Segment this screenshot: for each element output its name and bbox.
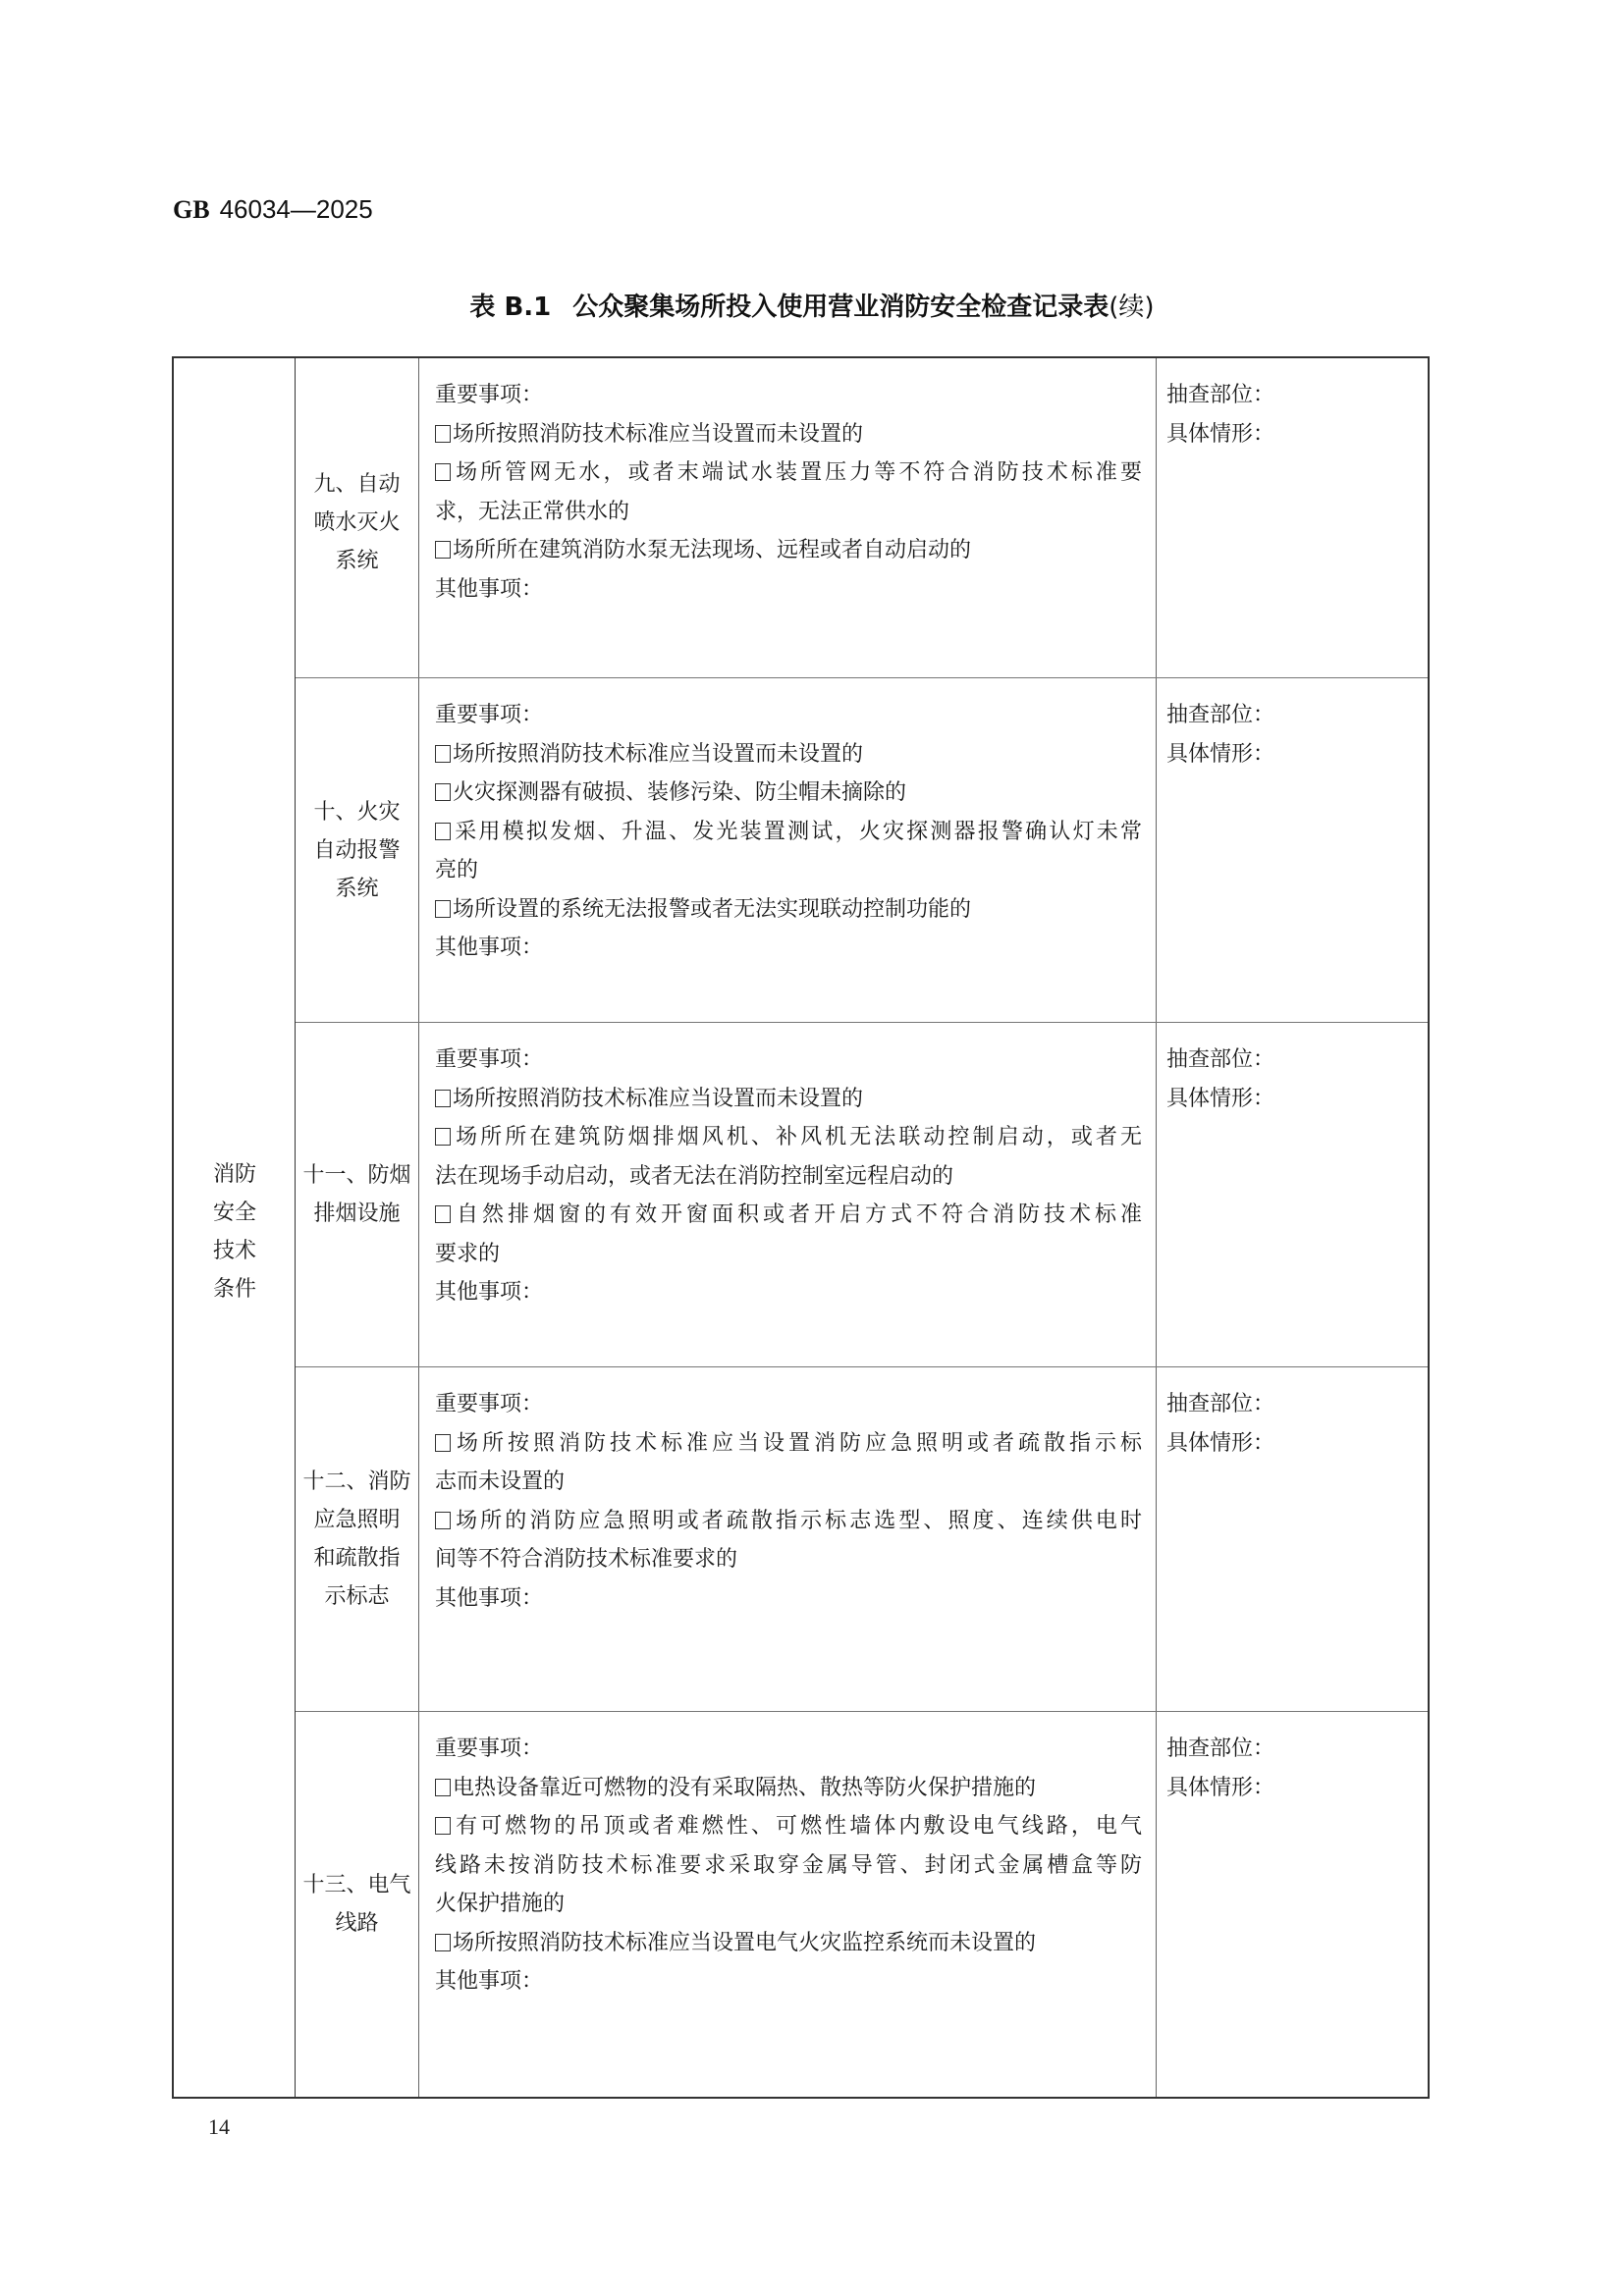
standard-prefix: GB bbox=[173, 195, 210, 224]
check-item-text: 电热设备靠近可燃物的没有采取隔热、散热等防火保护措施的 bbox=[453, 1775, 1037, 1800]
check-item-text: 场所按照消防技术标准应当设置而未设置的 bbox=[453, 741, 864, 767]
category-line: 条件 bbox=[212, 1277, 256, 1302]
check-item-text: 自然排烟窗的有效开窗面积或者开启方式不符合消防技术标准 bbox=[453, 1202, 1142, 1227]
other-label: 其他事项： bbox=[435, 576, 544, 602]
section-fire-alarm-system bbox=[296, 678, 1428, 1023]
section-name-line: 十二、消防 bbox=[302, 1469, 411, 1494]
section-findings bbox=[1157, 358, 1428, 677]
check-item-text: 场所设置的系统无法报警或者无法实现联动控制功能的 bbox=[453, 896, 972, 922]
table-title bbox=[0, 291, 1624, 324]
standard-code bbox=[173, 194, 373, 225]
important-label: 重要事项： bbox=[435, 383, 544, 407]
check-item-continuation: 志而未设置的 bbox=[435, 1469, 566, 1494]
check-item[interactable] bbox=[435, 1502, 1142, 1541]
spot-check-location-label: 抽查部位： bbox=[1166, 1392, 1275, 1416]
section-findings bbox=[1157, 1712, 1428, 2097]
checkbox-icon[interactable] bbox=[435, 1205, 451, 1223]
check-item[interactable] bbox=[435, 774, 1142, 813]
checkbox-icon[interactable] bbox=[435, 463, 451, 481]
check-item-text: 场所的消防应急照明或者疏散指示标志选型、照度、连续供电时 bbox=[453, 1508, 1142, 1533]
section-name-line: 十三、电气 bbox=[302, 1873, 411, 1897]
section-name bbox=[296, 678, 419, 1022]
other-label: 其他事项： bbox=[435, 1280, 544, 1305]
check-item[interactable] bbox=[435, 1080, 1142, 1119]
category-label bbox=[174, 1155, 296, 1308]
inspection-record-table bbox=[172, 356, 1430, 2099]
check-item[interactable] bbox=[435, 813, 1142, 852]
continued-mark: (续) bbox=[1109, 293, 1155, 322]
check-item-text: 场所按照消防技术标准应当设置电气火灾监控系统而未设置的 bbox=[453, 1930, 1037, 1955]
section-emergency-lighting bbox=[296, 1367, 1428, 1712]
section-content bbox=[419, 1367, 1157, 1711]
category-line: 消防 bbox=[212, 1162, 256, 1187]
category-cell bbox=[174, 358, 296, 2097]
section-name bbox=[296, 358, 419, 677]
checkbox-icon[interactable] bbox=[435, 1434, 451, 1452]
check-item-text: 场所按照消防技术标准应当设置消防应急照明或者疏散指示标 bbox=[453, 1430, 1142, 1456]
section-name bbox=[296, 1367, 419, 1711]
page-number: 14 bbox=[208, 2114, 230, 2139]
important-label: 重要事项： bbox=[435, 1047, 544, 1072]
section-name-line: 九、自动 bbox=[313, 472, 401, 497]
section-name-line: 系统 bbox=[335, 876, 379, 901]
section-content bbox=[419, 358, 1157, 677]
checkbox-icon[interactable] bbox=[435, 1779, 451, 1796]
check-item-continuation: 求，无法正常供水的 bbox=[435, 499, 630, 524]
section-name-line: 线路 bbox=[335, 1911, 379, 1936]
check-item-text: 场所按照消防技术标准应当设置而未设置的 bbox=[453, 1086, 864, 1111]
checkbox-icon[interactable] bbox=[435, 1934, 451, 1951]
check-item[interactable] bbox=[435, 735, 1142, 774]
check-item-continuation: 火保护措施的 bbox=[435, 1892, 566, 1916]
section-name bbox=[296, 1712, 419, 2097]
check-item[interactable] bbox=[435, 890, 1142, 930]
section-findings bbox=[1157, 678, 1428, 1022]
section-name bbox=[296, 1023, 419, 1366]
check-item[interactable] bbox=[435, 1118, 1142, 1157]
section-name-line: 示标志 bbox=[324, 1584, 390, 1609]
section-findings bbox=[1157, 1367, 1428, 1711]
category-line: 安全 bbox=[212, 1201, 256, 1225]
check-item-text: 场所所在建筑防烟排烟风机、补风机无法联动控制启动，或者无 bbox=[453, 1125, 1142, 1149]
other-label: 其他事项： bbox=[435, 1969, 544, 1994]
check-item-text: 有可燃物的吊顶或者难燃性、可燃性墙体内敷设电气线路，电气 bbox=[453, 1814, 1142, 1839]
checkbox-icon[interactable] bbox=[435, 745, 451, 763]
check-item-text: 采用模拟发烟、升温、发光装置测试，火灾探测器报警确认灯未常 bbox=[453, 819, 1142, 844]
section-name-line: 应急照明 bbox=[313, 1508, 401, 1532]
standard-number: 46034—2025 bbox=[219, 194, 373, 224]
table-title-text: 公众聚集场所投入使用营业消防安全检查记录表 bbox=[572, 293, 1110, 322]
checkbox-icon[interactable] bbox=[435, 900, 451, 918]
check-item-text: 场所管网无水，或者末端试水装置压力等不符合消防技术标准要 bbox=[453, 460, 1142, 485]
spot-check-location-label: 抽查部位： bbox=[1166, 703, 1275, 727]
section-name-line: 十、火灾 bbox=[313, 799, 401, 825]
check-item[interactable] bbox=[435, 1196, 1142, 1235]
check-item[interactable] bbox=[435, 1924, 1142, 1963]
spot-check-location-label: 抽查部位： bbox=[1166, 1736, 1275, 1761]
checkbox-icon[interactable] bbox=[435, 425, 451, 443]
section-sprinkler-system bbox=[296, 358, 1428, 678]
check-item[interactable] bbox=[435, 1769, 1142, 1808]
section-content bbox=[419, 1712, 1157, 2097]
section-content bbox=[419, 1023, 1157, 1366]
checkbox-icon[interactable] bbox=[435, 823, 451, 840]
check-item[interactable] bbox=[435, 531, 1142, 570]
specific-situation-label: 具体情形： bbox=[1166, 741, 1275, 767]
section-electrical-wiring bbox=[296, 1712, 1428, 2097]
check-item-continuation: 要求的 bbox=[435, 1241, 501, 1266]
category-line: 技术 bbox=[212, 1239, 256, 1263]
checkbox-icon[interactable] bbox=[435, 783, 451, 801]
check-item[interactable] bbox=[435, 1424, 1142, 1464]
section-name-line: 自动报警 bbox=[313, 837, 401, 863]
checkbox-icon[interactable] bbox=[435, 1128, 451, 1146]
section-name-line: 和疏散指 bbox=[313, 1546, 401, 1571]
checkbox-icon[interactable] bbox=[435, 1817, 451, 1835]
important-label: 重要事项： bbox=[435, 703, 544, 727]
section-name-line: 喷水灭火 bbox=[313, 510, 401, 535]
section-smoke-control bbox=[296, 1023, 1428, 1367]
specific-situation-label: 具体情形： bbox=[1166, 1775, 1275, 1800]
specific-situation-label: 具体情形： bbox=[1166, 421, 1275, 447]
section-name-line: 系统 bbox=[335, 549, 379, 573]
check-item-continuation: 线路未按消防技术标准要求采取穿金属导管、封闭式金属槽盒等防 bbox=[435, 1852, 1142, 1878]
check-item[interactable] bbox=[435, 454, 1142, 493]
check-item[interactable] bbox=[435, 1807, 1142, 1846]
check-item-continuation: 间等不符合消防技术标准要求的 bbox=[435, 1547, 738, 1572]
section-name-line: 排烟设施 bbox=[313, 1201, 401, 1226]
specific-situation-label: 具体情形： bbox=[1166, 1430, 1275, 1456]
check-item[interactable] bbox=[435, 415, 1142, 454]
important-label: 重要事项： bbox=[435, 1736, 544, 1761]
checkbox-icon[interactable] bbox=[435, 541, 451, 559]
checkbox-icon[interactable] bbox=[435, 1512, 451, 1529]
check-item-continuation: 法在现场手动启动，或者无法在消防控制室远程启动的 bbox=[435, 1163, 954, 1189]
section-name-line: 十一、防烟 bbox=[302, 1163, 411, 1188]
section-findings bbox=[1157, 1023, 1428, 1366]
checkbox-icon[interactable] bbox=[435, 1090, 451, 1107]
check-item-text: 场所按照消防技术标准应当设置而未设置的 bbox=[453, 421, 864, 447]
spot-check-location-label: 抽查部位： bbox=[1166, 383, 1275, 407]
spot-check-location-label: 抽查部位： bbox=[1166, 1047, 1275, 1072]
other-label: 其他事项： bbox=[435, 935, 544, 960]
check-item-continuation: 亮的 bbox=[435, 858, 479, 882]
important-label: 重要事项： bbox=[435, 1392, 544, 1416]
specific-situation-label: 具体情形： bbox=[1166, 1086, 1275, 1111]
other-label: 其他事项： bbox=[435, 1585, 544, 1611]
section-content bbox=[419, 678, 1157, 1022]
table-label: 表 B.1 bbox=[469, 293, 552, 322]
check-item-text: 场所所在建筑消防水泵无法现场、远程或者自动启动的 bbox=[453, 538, 972, 562]
check-item-text: 火灾探测器有破损、装修污染、防尘帽未摘除的 bbox=[453, 780, 907, 805]
